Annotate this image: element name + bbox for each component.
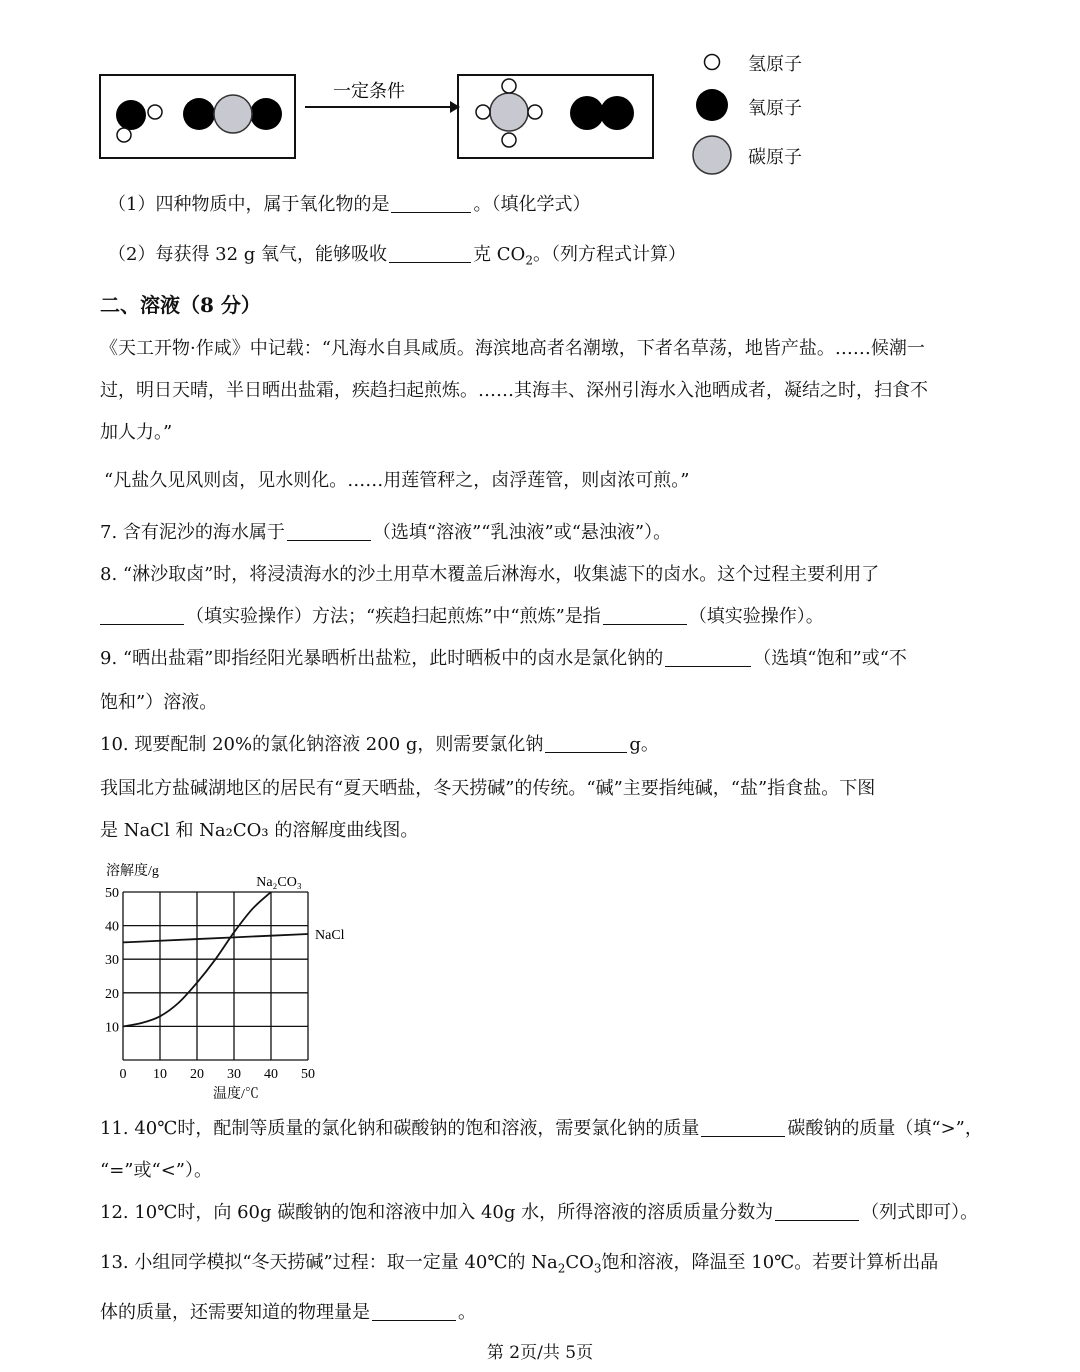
carbon-atom-icon bbox=[214, 95, 252, 133]
legend-carbon-label: 碳原子 bbox=[748, 147, 802, 168]
y-tick-label: 30 bbox=[105, 953, 119, 969]
question-2: （2）每获得 32 g 氧气，能够吸收 克 $CO_2$。（列方程式计算） bbox=[108, 244, 686, 268]
answer-blank[interactable] bbox=[701, 1116, 785, 1137]
oxygen-atom-icon bbox=[570, 96, 604, 130]
y-tick-label: 50 bbox=[105, 886, 119, 901]
hydrogen-atom-icon bbox=[117, 128, 131, 142]
series-label-nacl: NaCl bbox=[315, 928, 345, 943]
question-10: 10. 现要配制 20%的氯化钠溶液 200 g，则需要氯化钠 g。 bbox=[100, 734, 659, 755]
oxygen-atom-icon bbox=[250, 98, 282, 130]
series-label-na2co3: Na₂CO₃ bbox=[256, 875, 302, 890]
answer-blank[interactable] bbox=[100, 604, 184, 625]
question-11-line-2: “=”或“<”）。 bbox=[100, 1160, 212, 1181]
paragraph-line: 加人力。” bbox=[100, 422, 173, 443]
y-tick-label: 10 bbox=[105, 1020, 119, 1036]
page-footer: 第 2页/共 5页 bbox=[486, 1343, 594, 1363]
answer-blank[interactable] bbox=[545, 732, 627, 753]
answer-blank[interactable] bbox=[391, 192, 471, 213]
answer-blank[interactable] bbox=[665, 646, 751, 667]
answer-blank[interactable] bbox=[372, 1300, 456, 1321]
answer-blank[interactable] bbox=[603, 604, 687, 625]
question-12: 12. 10℃时，向 60g 碳酸钠的饱和溶液中加入 40g 水，所得溶液的溶质质量分数为 （列式即可）。 bbox=[100, 1202, 979, 1223]
oxygen-atom-icon bbox=[116, 100, 146, 130]
paragraph-line: 我国北方盐碱湖地区的居民有“夏天晒盐，冬天捞碱”的传统。“碱”主要指纯碱，“盐”指食盐。下图 bbox=[100, 778, 876, 799]
paragraph-line: 《天工开物·作咸》中记载：“凡海水自具咸质。海滨地高者名潮墩，下者名草荡，地皆产盐。……候潮一 bbox=[100, 338, 925, 359]
reaction-diagram bbox=[95, 60, 675, 170]
section-heading: 二、溶液（8 分） bbox=[100, 293, 261, 317]
x-axis-label: 温度/℃ bbox=[213, 1087, 259, 1102]
question-1: （1）四种物质中，属于氧化物的是 。（填化学式） bbox=[108, 194, 591, 215]
hydrogen-atom-icon bbox=[476, 105, 490, 119]
question-11-line-1: 11. 40℃时，配制等质量的氯化钠和碳酸钠的饱和溶液，需要氯化钠的质量 碳酸钠的质量（填“>”， bbox=[100, 1118, 983, 1139]
x-tick-label: 20 bbox=[190, 1067, 204, 1082]
x-tick-label: 50 bbox=[301, 1067, 315, 1082]
answer-blank[interactable] bbox=[775, 1200, 859, 1221]
question-9-line-1: 9. “晒出盐霜”即指经阳光暴晒析出盐粒，此时晒板中的卤水是氯化钠的 （选填“饱和”或“不 bbox=[100, 648, 907, 669]
hydrogen-atom-icon bbox=[528, 105, 542, 119]
atom-legend-icons bbox=[690, 45, 740, 180]
hydrogen-atom-icon bbox=[502, 133, 516, 147]
oxygen-atom-icon bbox=[696, 89, 728, 121]
question-13-line-1: 13. 小组同学模拟“冬天捞碱”过程：取一定量 40℃的 $Na_2CO_3$饱和溶液，降温至 10℃。若要计算析出晶 bbox=[100, 1252, 939, 1276]
hydrogen-atom-icon bbox=[148, 105, 162, 119]
question-7: 7. 含有泥沙的海水属于 （选填“溶液”“乳浊液”或“悬浊液”）。 bbox=[100, 522, 672, 543]
legend-hydrogen-label: 氢原子 bbox=[748, 54, 802, 75]
hydrogen-atom-icon bbox=[502, 79, 516, 93]
question-8-line-1: 8. “淋沙取卤”时，将浸渍海水的沙土用草木覆盖后淋海水，收集滤下的卤水。这个过程主要利用了 bbox=[100, 564, 880, 585]
y-tick-label: 40 bbox=[105, 919, 119, 935]
series-line-nacl bbox=[123, 934, 308, 942]
x-tick-label: 10 bbox=[153, 1067, 167, 1082]
answer-blank[interactable] bbox=[287, 520, 371, 541]
question-9-line-2: 饱和”）溶液。 bbox=[100, 692, 218, 713]
y-axis-label: 溶解度/g bbox=[106, 864, 159, 879]
paragraph-line: “凡盐久见风则卤，见水则化。……用莲管秤之，卤浮莲管，则卤浓可煎。” bbox=[104, 470, 690, 491]
y-tick-label: 20 bbox=[105, 986, 119, 1002]
paragraph-line: 是 NaCl 和 Na₂CO₃ 的溶解度曲线图。 bbox=[100, 820, 419, 841]
legend-oxygen-label: 氧原子 bbox=[748, 98, 802, 119]
question-8-line-2: （填实验操作）方法；“疾趋扫起煎炼”中“煎炼”是指 （填实验操作）。 bbox=[100, 604, 824, 630]
answer-blank[interactable] bbox=[389, 242, 471, 263]
x-tick-label: 0 bbox=[119, 1067, 127, 1082]
solubility-chart bbox=[98, 855, 368, 1105]
oxygen-atom-icon bbox=[183, 98, 215, 130]
question-13-line-2: 体的质量，还需要知道的物理量是 。 bbox=[100, 1302, 476, 1323]
x-tick-label: 30 bbox=[227, 1067, 241, 1082]
oxygen-atom-icon bbox=[600, 96, 634, 130]
x-tick-label: 40 bbox=[264, 1067, 278, 1082]
carbon-atom-icon bbox=[490, 93, 528, 131]
carbon-atom-icon bbox=[693, 136, 731, 174]
reaction-condition: 一定条件 bbox=[333, 81, 405, 101]
hydrogen-atom-icon bbox=[705, 55, 720, 70]
paragraph-line: 过，明日天晴，半日晒出盐霜，疾趋扫起煎炼。……其海丰、深州引海水入池晒成者，凝结之时，扫食不 bbox=[100, 380, 928, 401]
